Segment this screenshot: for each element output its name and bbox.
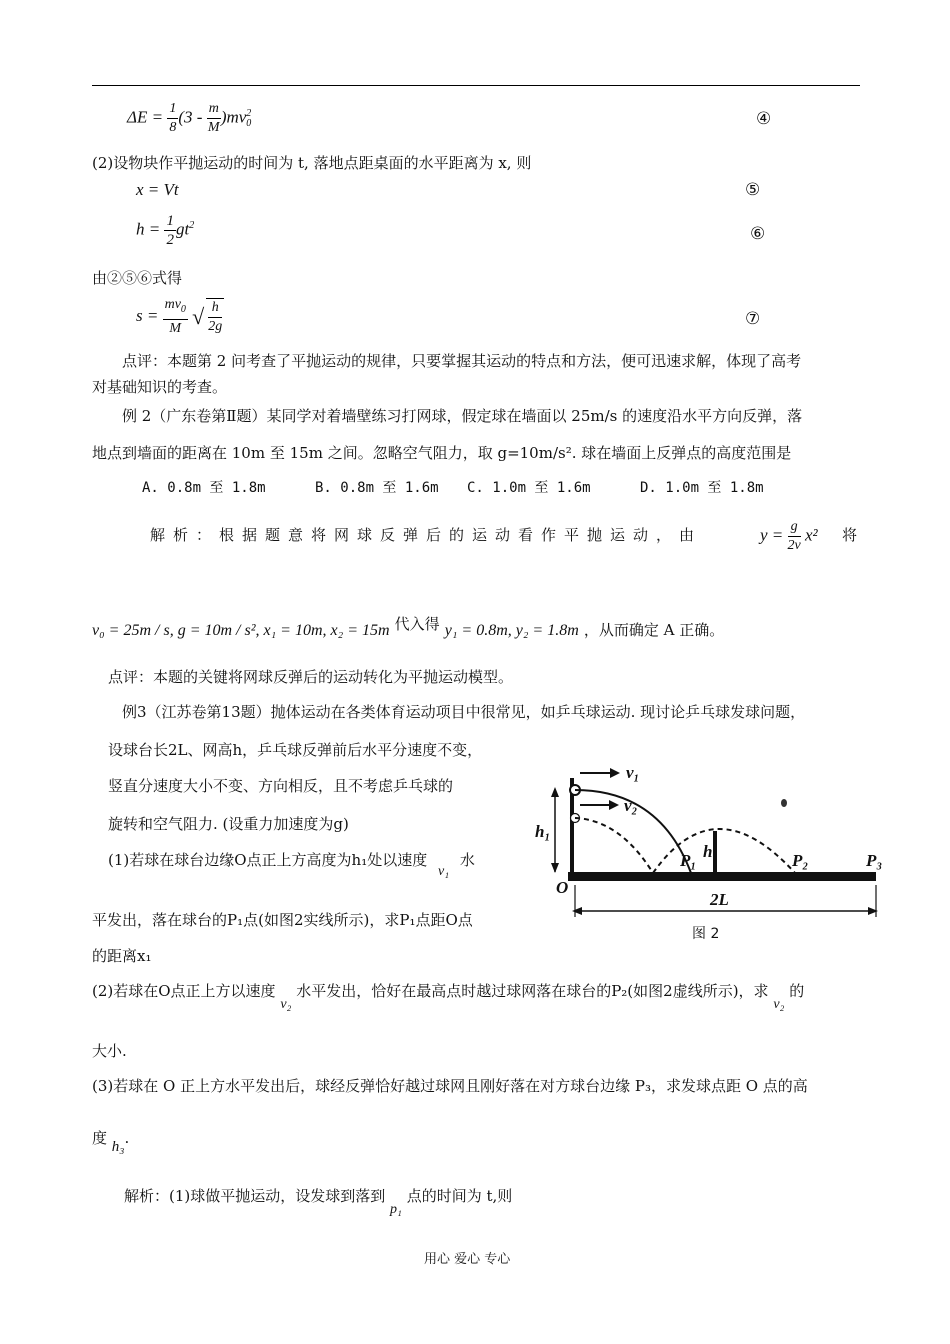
solution-2-line-1: 解析：根据题意将网球反弹后的运动看作平抛运动，由 xyxy=(150,526,703,544)
marker-4: ④ xyxy=(756,109,772,129)
para-derive: 由②⑤⑥式得 xyxy=(92,269,183,287)
marker-7: ⑦ xyxy=(745,309,761,329)
label-h: h xyxy=(703,842,713,861)
comment-1-line-1: 点评：本题第 2 问考查了平抛运动的规律，只要掌握其运动的特点和方法，便可迅速求解，体现了高考 xyxy=(122,352,802,370)
label-O: O xyxy=(556,878,569,897)
label-P3: P₃ xyxy=(866,851,883,870)
formula-4: ΔE = $\frac{1}{8}$ (3 - $\frac{m}{M}$ )mv 2 0 xyxy=(127,101,252,135)
example-3-line-2: 设球台长2L、网高h，乒乓球反弹前后水平分速度不变， xyxy=(108,741,483,759)
example-3-line-7: 的距离x₁ xyxy=(92,947,152,965)
option-c: C. 1.0m 至 1.6m xyxy=(467,480,591,496)
figure-caption: 图 2 xyxy=(692,926,720,942)
label-P1: P₁ xyxy=(680,851,697,870)
marker-5: ⑤ xyxy=(745,180,761,200)
option-d: D. 1.0m 至 1.8m xyxy=(640,480,764,496)
label-h1: h₁ xyxy=(535,822,551,841)
example-3-line-11: 度 h₃. xyxy=(92,1129,130,1155)
option-b: B. 0.8m 至 1.6m xyxy=(315,480,439,496)
solution-2-jiang: 将 xyxy=(842,526,858,544)
dashed-trajectory-1 xyxy=(575,818,653,873)
solution-3-line-1: 解析：(1)球做平抛运动，设发球到落到 p₁ 点的时间为 t,则 xyxy=(124,1187,513,1217)
table-surface xyxy=(568,872,876,881)
marker-6: ⑥ xyxy=(750,224,766,244)
example-3-line-1: 例3（江苏卷第13题）抛体运动在各类体育运动项目中很常见，如乒乓球运动. 现讨论乒乓球发球问题， xyxy=(122,703,806,721)
para-p2: (2)设物块作平抛运动的时间为 t, 落地点距桌面的水平距离为 x, 则 xyxy=(92,154,532,172)
label-v1: v₁ xyxy=(626,763,640,782)
comment-2: 点评：本题的关键将网球反弹后的运动转化为平抛运动模型。 xyxy=(108,668,514,686)
example-3-line-6: 平发出，落在球台的P₁点(如图2实线所示)，求P₁点距O点 xyxy=(92,911,473,929)
figure-2-table-tennis xyxy=(520,745,890,935)
header-rule xyxy=(92,85,860,86)
label-2L: 2L xyxy=(710,890,729,909)
example-3-line-8: (2)若球在O点正上方以速度 v₂ 水平发出，恰好在最高点时越过球网落在球台的P₂(如图2虚线所示)，求 v₂ 的 xyxy=(92,982,805,1012)
comment-1-line-2: 对基础知识的考查。 xyxy=(92,378,228,396)
example-3-line-5: (1)若球在球台边缘O点正上方高度为h₁处以速度 v₁ 水 xyxy=(108,851,475,879)
example-3-line-3: 竖直分速度大小不变、方向相反，且不考虑乒乓球的 xyxy=(108,777,454,795)
example-2-line-2: 地点到墙面的距离在 10m 至 15m 之间。忽略空气阻力，取 g=10m/s². 球在墙面上反弹点的高度范围是 xyxy=(92,444,792,462)
formula-6: h = $\frac{1}{2}$ $gt^2$ xyxy=(136,213,195,248)
formula-7: s = $\frac{mv_0}{M}$ √ $\frac{h}{2g}$ xyxy=(136,297,223,336)
solution-2-formula: y = $\frac{g}{2v}$ x² xyxy=(760,519,818,553)
dashed-trajectory-2 xyxy=(653,829,795,873)
example-3-line-4: 旋转和空气阻力. (设重力加速度为g) xyxy=(108,815,349,833)
solution-2-line-2: v₀ = 25m / s, g = 10m / s², x₁ = 10m, x₂ = 15m 代入得 y₁ = 0.8m, y₂ = 1.8m ，从而确定 A 正确。 xyxy=(92,615,725,639)
example-2-line-1: 例 2（广东卷第Ⅱ题）某同学对着墙壁练习打网球，假定球在墙面以 25m/s 的速度沿水平方向反弹，落 xyxy=(122,407,803,425)
label-v2: v₂ xyxy=(624,796,638,815)
example-3-line-9: 大小. xyxy=(92,1042,127,1060)
example-3-line-10: (3)若球在 O 正上方水平发出后，球经反弹恰好越过球网且刚好落在对方球台边缘 P₃，求发球点距 O 点的高 xyxy=(92,1077,808,1095)
label-P2: P₂ xyxy=(792,851,809,870)
net xyxy=(713,831,717,873)
option-a: A. 0.8m 至 1.8m xyxy=(142,480,266,496)
formula-5: x = Vt xyxy=(136,180,179,199)
page-footer: 用心 爱心 专心 xyxy=(424,1252,511,1267)
